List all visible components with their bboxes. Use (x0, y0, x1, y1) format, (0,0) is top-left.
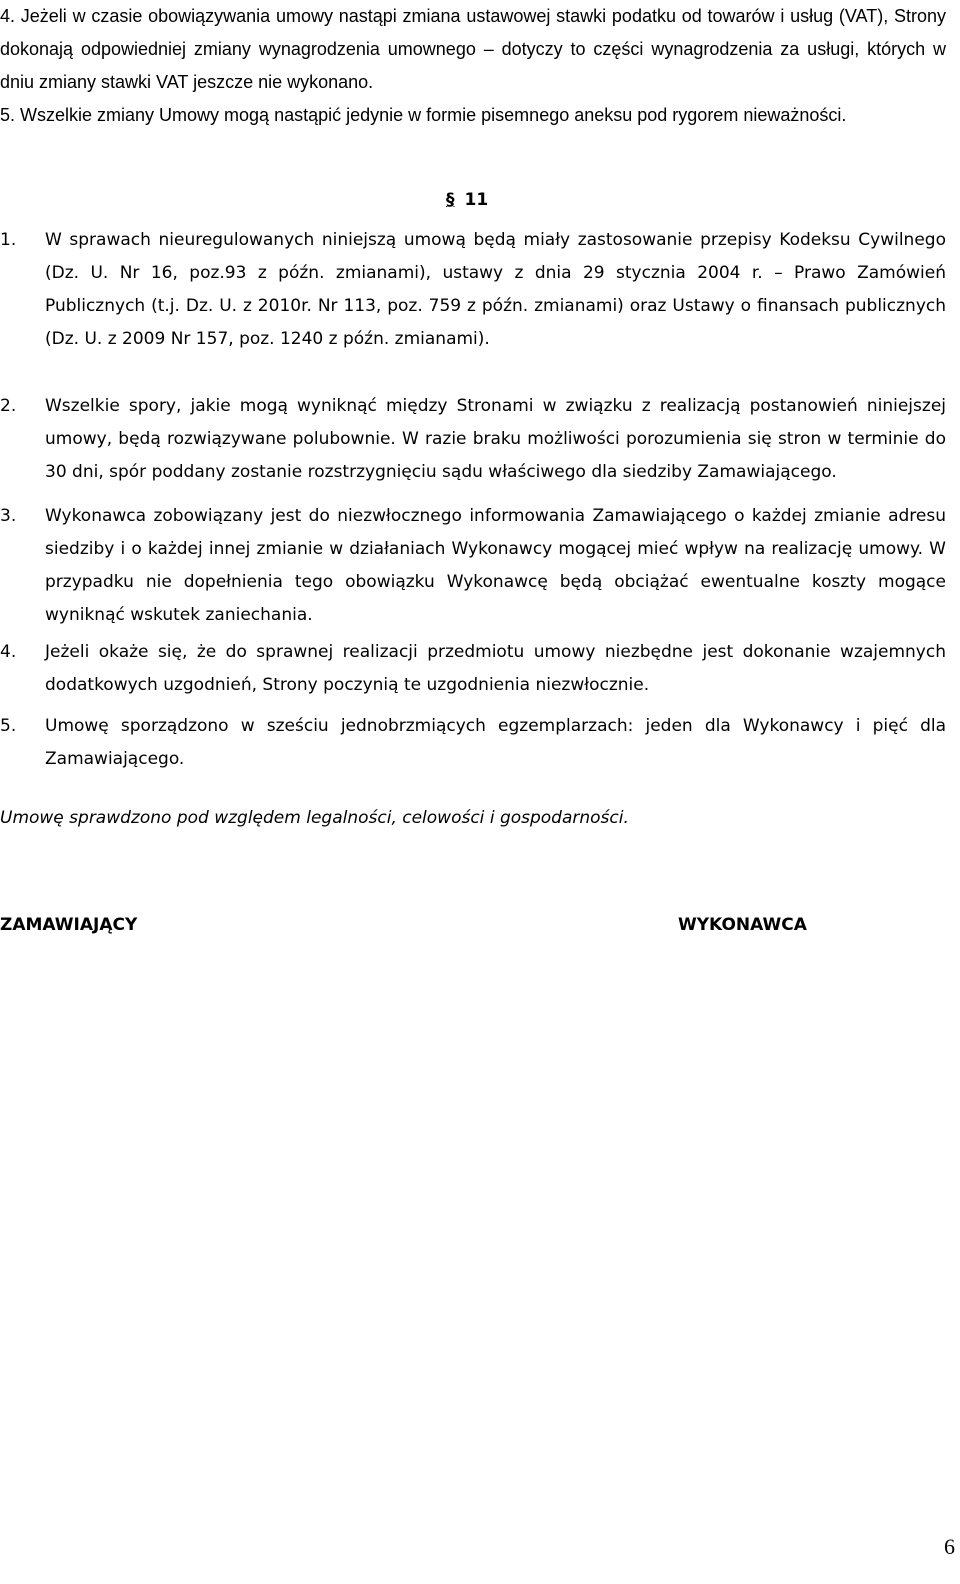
paragraph-number: 5. (0, 716, 17, 736)
section-number: 11 (464, 190, 489, 210)
paragraph-text: Umowę sporządzono w sześciu jednobrzmiących egzemplarzach: jeden dla Wykonawcy i pięć dla Zamawiającego. (45, 716, 946, 769)
paragraph-number: 4. (0, 642, 17, 662)
paragraph-text: Jeżeli okaże się, że do sprawnej realizacji przedmiotu umowy niezbędne jest dokonanie wzajemnych dodatkowych uzgodnień, Strony poczynią te uzgodnienia niezwłocznie. (45, 642, 946, 695)
paragraph-number: 3. (0, 506, 17, 526)
section-heading (446, 190, 488, 210)
section-paragraph-2 (0, 390, 946, 489)
signature-label-contractor: WYKONAWCA (678, 915, 807, 935)
signature-label-ordering-party: ZAMAWIAJĄCY (0, 915, 138, 935)
paragraph-number: 2. (0, 396, 17, 416)
paragraph-text: W sprawach nieuregulowanych niniejszą umową będą miały zastosowanie przepisy Kodeksu Cywilnego (Dz. U. Nr 16, poz.93 z późn. zmianami), ustawy z dnia 29 stycznia 2004 r. – Prawo Zamówień Publicznych (t.j. Dz. U. z 2010r. Nr 113, poz. 759 z późn. zmianami) oraz Ustawy o finansach publicznych (Dz. U. z 2009 Nr 157, poz. 1240 z późn. zmianami). (45, 230, 946, 349)
section-symbol: § (446, 190, 455, 210)
paragraph-text: Wszelkie spory, jakie mogą wyniknąć między Stronami w związku z realizacją postanowień niniejszej umowy, będą rozwiązywane polubownie. W razie braku możliwości porozumienia się stron w terminie do 30 dni, spór poddany zostanie rozstrzygnięciu sądu właściwego dla siedziby Zamawiającego. (45, 396, 946, 482)
paragraph-text: Wykonawca zobowiązany jest do niezwłocznego informowania Zamawiającego o każdej zmianie adresu siedziby i o każdej innej zmianie w działaniach Wykonawcy mogącej mieć wpływ na realizację umowy. W przypadku nie dopełnienia tego obowiązku Wykonawcę będą obciążać ewentualne koszty mogące wyniknąć wskutek zaniechania. (45, 506, 946, 625)
section-paragraph-4 (0, 636, 946, 702)
page-number: 6 (944, 1534, 955, 1559)
section-paragraph-1 (0, 224, 946, 356)
section-paragraph-3 (0, 500, 946, 632)
paragraph-4-vat-change: 4. Jeżeli w czasie obowiązywania umowy nastąpi zmiana ustawowej stawki podatku od towarów i usług (VAT), Strony dokonają odpowiedniej zmiany wynagrodzenia umownego – dotyczy to części wynagrodzenia za usługi, których w dniu zmiany stawki VAT jeszcze nie wykonano. (0, 6, 946, 92)
verification-note: Umowę sprawdzono pod względem legalności, celowości i gospodarności. (0, 808, 629, 828)
paragraph-number: 1. (0, 230, 17, 250)
section-paragraph-5 (0, 710, 946, 776)
paragraph-5-amendments: 5. Wszelkie zmiany Umowy mogą nastąpić jedynie w formie pisemnego aneksu pod rygorem nieważności. (0, 105, 847, 125)
